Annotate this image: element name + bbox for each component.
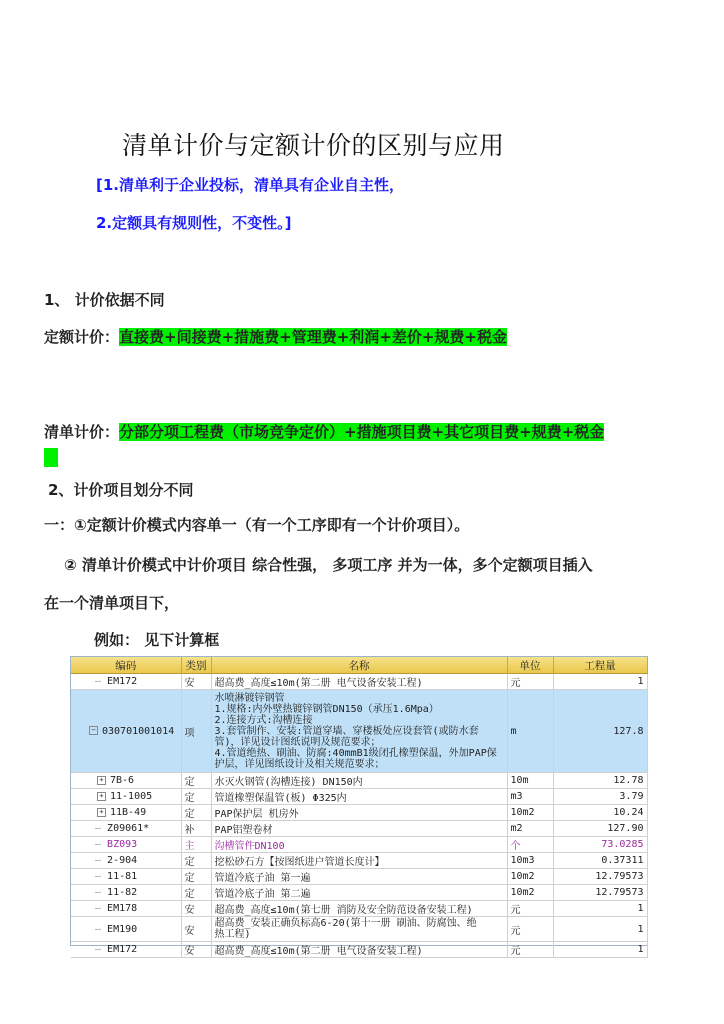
- row-name: 管道橡塑保温管(板) Φ325内: [211, 789, 507, 805]
- row-code: 7B-6: [110, 775, 135, 786]
- row-name: 水灭火钢管(沟槽连接) DN150内: [211, 773, 507, 789]
- row-quantity: 127.8: [553, 690, 647, 773]
- table-row[interactable]: — EM172 安 超高费_高度≤10m(第二册 电气设备安装工程) 元 1: [71, 942, 647, 958]
- quota-pricing-line: [44, 326, 507, 347]
- row-code: EM172: [107, 676, 138, 687]
- note-line-2: 2.定额具有规则性，不变性。]: [96, 214, 292, 232]
- row-code: EM172: [107, 944, 138, 955]
- row-unit: 元: [507, 942, 553, 958]
- table-row[interactable]: [71, 789, 647, 805]
- row-type: 安: [181, 942, 211, 958]
- header-type[interactable]: 类别: [181, 657, 211, 674]
- row-code: 11-1005: [110, 791, 153, 802]
- note-line-1: [1.清单利于企业投标，清单具有企业自主性，: [96, 176, 404, 194]
- row-code: EM178: [107, 903, 138, 914]
- row-name: 超高费_高度≤10m(第二册 电气设备安装工程): [211, 942, 507, 958]
- name-line: 超高费_安装正确负标高6-20(第十一册 刷油、防腐蚀、绝: [214, 918, 477, 929]
- table-row[interactable]: [71, 773, 647, 789]
- section2-line1: 一：①定额计价模式内容单一（有一个工序即有一个计价项目）。: [44, 516, 470, 534]
- name-line: 4.管道绝热、刷油、防腐:40mmB1级闭孔橡塑保温，外加PAP保护层，详见图纸设计及相关规范要求；: [214, 747, 497, 770]
- name-line: 水喷淋镀锌钢管: [214, 692, 285, 704]
- row-unit: 10m3: [507, 853, 553, 869]
- table-row[interactable]: — 2-904 定 挖松砂石方【按图纸进户管道长度计】 10m3 0.37311: [71, 853, 647, 869]
- bill-pricing-line: [44, 421, 604, 442]
- row-name: PAP铝塑卷材: [211, 821, 507, 837]
- row-name: 挖松砂石方【按图纸进户管道长度计】: [211, 853, 507, 869]
- table-row-selected[interactable]: [71, 690, 647, 773]
- table-row[interactable]: — EM178 安 超高费_高度≤10m(第七册 消防及安全防范设备安装工程) 元 1: [71, 901, 647, 917]
- header-quantity[interactable]: 工程量: [553, 657, 647, 674]
- row-code: 11-81: [107, 871, 138, 882]
- name-line: 2.连接方式:沟槽连接: [214, 714, 313, 726]
- bill-formula: 分部分项工程费（市场竞争定价）+措施项目费+其它项目费+规费+税金: [119, 423, 605, 441]
- row-type: 主: [181, 837, 211, 853]
- row-name: PAP保护层 机房外: [211, 805, 507, 821]
- row-name: 超高费_高度≤10m(第七册 消防及安全防范设备安装工程): [211, 901, 507, 917]
- row-name: 超高费_高度≤10m(第二册 电气设备安装工程): [211, 674, 507, 690]
- row-type: 定: [181, 869, 211, 885]
- row-name: 管道冷底子油 第一遍: [211, 869, 507, 885]
- row-quantity: 1: [553, 901, 647, 917]
- row-unit: 元: [507, 674, 553, 690]
- row-code: EM190: [107, 923, 138, 935]
- collapse-toggle-icon[interactable]: −: [89, 726, 98, 735]
- row-name: 管道冷底子油 第二遍: [211, 885, 507, 901]
- row-quantity: 10.24: [553, 805, 647, 821]
- bill-label: 清单计价：: [44, 423, 120, 441]
- row-type: 定: [181, 885, 211, 901]
- table-row[interactable]: — 11-82 定 管道冷底子油 第二遍 10m2 12.79573: [71, 885, 647, 901]
- row-code: 11B-49: [110, 807, 147, 818]
- row-unit: m: [507, 690, 553, 773]
- row-code: 030701001014: [102, 725, 175, 737]
- row-quantity: 12.78: [553, 773, 647, 789]
- section2-line2: ② 清单计价模式中计价项目 综合性强， 多项工序 并为一体，多个定额项目插入: [64, 556, 593, 574]
- row-quantity: 3.79: [553, 789, 647, 805]
- row-name: 沟槽管件DN100: [211, 837, 507, 853]
- calculation-grid: [70, 656, 648, 957]
- row-unit: 10m2: [507, 869, 553, 885]
- section1-heading: 1、 计价依据不同: [44, 291, 165, 309]
- page-title: 清单计价与定额计价的区别与应用: [122, 131, 505, 160]
- header-unit[interactable]: 单位: [507, 657, 553, 674]
- row-type: 安: [181, 674, 211, 690]
- expand-toggle-icon[interactable]: +: [97, 808, 106, 817]
- row-code: 2-904: [107, 855, 138, 866]
- row-unit: m2: [507, 821, 553, 837]
- row-quantity: 1: [553, 942, 647, 958]
- row-type: 项: [181, 690, 211, 773]
- row-type: 定: [181, 789, 211, 805]
- header-name[interactable]: 名称: [211, 657, 507, 674]
- quota-label: 定额计价：: [44, 328, 120, 346]
- row-name-multiline: [211, 917, 507, 942]
- expand-toggle-icon[interactable]: +: [97, 776, 106, 785]
- example-caption: 例如： 见下计算框: [94, 631, 220, 649]
- row-unit: 个: [507, 837, 553, 853]
- name-line: 热工程): [214, 929, 251, 940]
- row-unit: 元: [507, 917, 553, 942]
- table-row[interactable]: — EM190 安 超高费_安装正确负标高6-20(第十一册 刷油、防腐蚀、绝 热工程) 元 1: [71, 917, 647, 942]
- row-unit: 10m2: [507, 805, 553, 821]
- row-quantity: 12.79573: [553, 885, 647, 901]
- table-row[interactable]: — Z09061* 补 PAP铝塑卷材 m2 127.90: [71, 821, 647, 837]
- row-code: 11-82: [107, 887, 138, 898]
- row-type: 定: [181, 805, 211, 821]
- row-type: 安: [181, 901, 211, 917]
- row-quantity: 0.37311: [553, 853, 647, 869]
- section2-line3: 在一个清单项目下，: [44, 594, 180, 612]
- row-type: 安: [181, 917, 211, 942]
- row-type: 定: [181, 773, 211, 789]
- highlight-wrap-block: [44, 448, 58, 467]
- table-row[interactable]: — EM172 安 超高费_高度≤10m(第二册 电气设备安装工程) 元 1: [71, 674, 647, 690]
- header-code[interactable]: 编码: [71, 657, 181, 674]
- table-row-main-material[interactable]: — BZ093 主 沟槽管件DN100 个 73.0285: [71, 837, 647, 853]
- name-line: 1.规格:内外壁热镀锌钢管DN150（承压1.6Mpa）: [214, 703, 439, 715]
- row-quantity: 73.0285: [553, 837, 647, 853]
- section2-heading: 2、计价项目划分不同: [48, 481, 194, 499]
- table-row[interactable]: [71, 805, 647, 821]
- row-unit: 10m2: [507, 885, 553, 901]
- row-quantity: 12.79573: [553, 869, 647, 885]
- row-code: BZ093: [107, 839, 138, 850]
- table-row[interactable]: — 11-81 定 管道冷底子油 第一遍 10m2 12.79573: [71, 869, 647, 885]
- row-name-multiline: [211, 690, 507, 773]
- row-quantity: 127.90: [553, 821, 647, 837]
- name-line: 3.套管制作、安装:管道穿墙、穿楼板处应设套管(或防水套管)，详见设计图纸说明及规范要求；: [214, 725, 479, 748]
- row-type: 定: [181, 853, 211, 869]
- row-unit: 10m: [507, 773, 553, 789]
- row-quantity: 1: [553, 674, 647, 690]
- expand-toggle-icon[interactable]: +: [97, 792, 106, 801]
- quota-formula: 直接费+间接费+措施费+管理费+利润+差价+规费+税金: [119, 328, 507, 346]
- row-code: Z09061*: [107, 823, 150, 834]
- row-type: 补: [181, 821, 211, 837]
- row-unit: 元: [507, 901, 553, 917]
- row-unit: m3: [507, 789, 553, 805]
- grid-header-row: [71, 657, 647, 674]
- row-quantity: 1: [553, 917, 647, 942]
